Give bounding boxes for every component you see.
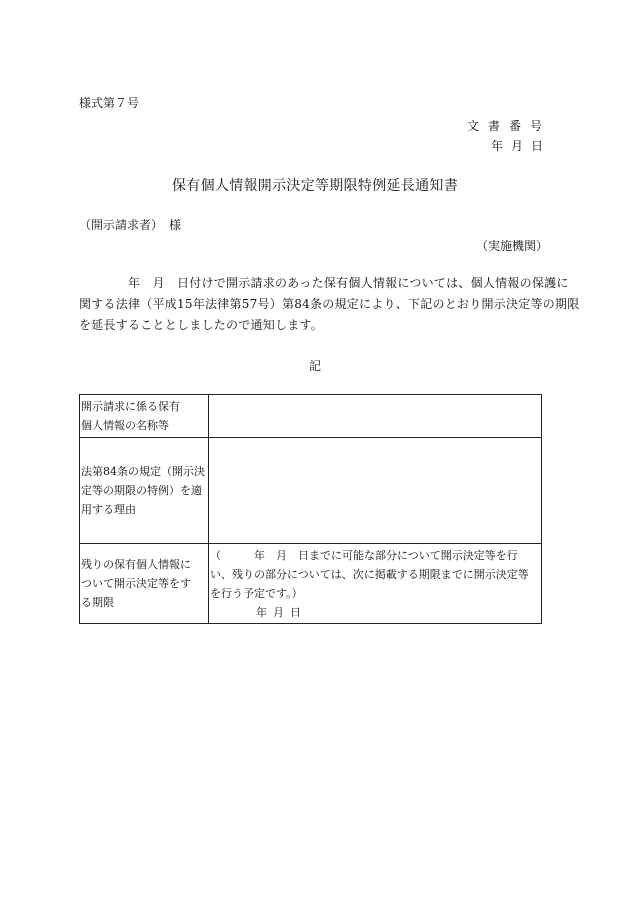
notice-body bbox=[79, 273, 580, 336]
document-number-label: 文書番号 bbox=[466, 119, 551, 133]
deadline-date: 年月日 bbox=[256, 605, 307, 619]
row-label-reason: 法第84条の規定（開示決 定等の期限の特例）を適 用する理由 bbox=[80, 438, 209, 544]
detail-table bbox=[79, 394, 542, 624]
row-value-info-name bbox=[209, 395, 542, 438]
row-label-deadline: 残りの保有個人情報に ついて開示決定等をす る期限 bbox=[80, 544, 209, 624]
table-row bbox=[80, 395, 542, 438]
document-title: 保有個人情報開示決定等期限特例延長通知書 bbox=[172, 178, 458, 194]
document-date: 年月日 bbox=[490, 139, 551, 153]
table-row bbox=[80, 544, 542, 624]
body-line: 年 月 日付けで開示請求のあった保有個人情報については、個人情報の保護に bbox=[79, 276, 569, 290]
issuer-line: （実施機関） bbox=[475, 239, 548, 253]
body-line: 関する法律（平成15年法律第57号）第84条の規定により、下記のとおり開示決定等の期限 bbox=[79, 297, 580, 311]
body-line: を延長することとしましたので通知します。 bbox=[79, 318, 324, 332]
form-number: 様式第７号 bbox=[79, 96, 140, 110]
recipient-line: （開示請求者） 様 bbox=[79, 218, 182, 232]
table-row bbox=[80, 438, 542, 544]
ki-heading: 記 bbox=[308, 359, 321, 373]
row-label-info-name: 開示請求に係る保有 個人情報の名称等 bbox=[80, 395, 209, 438]
row-value-deadline: （ 年 月 日までに可能な部分について開示決定等を行 い、残りの部分については、次に掲載する期限までに開示決定等 を行う予定です。） 年月日 bbox=[209, 544, 542, 624]
row-value-reason bbox=[209, 438, 542, 544]
